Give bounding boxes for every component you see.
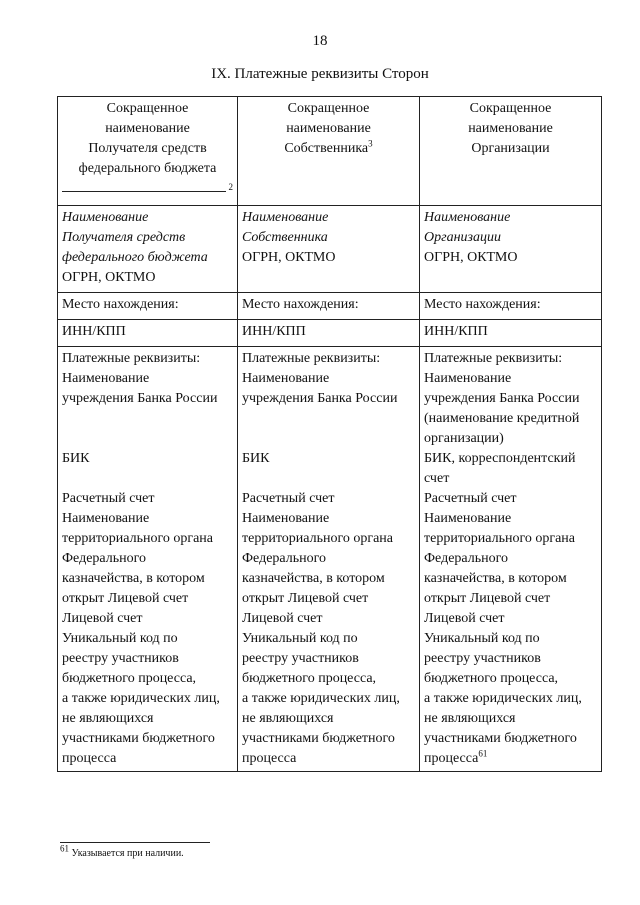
- name-cell-organization: Наименование Организации ОГРН, ОКТМО: [420, 206, 602, 293]
- payment-row: [58, 347, 602, 772]
- footnote-text: Указывается при наличии.: [69, 848, 184, 859]
- footnote-mark: 61: [478, 748, 488, 759]
- name-row: [58, 206, 602, 293]
- footnote-mark: 2: [228, 182, 233, 192]
- payment-cell-organization: Платежные реквизиты: Наименование учреждения Банка России (наименование кредитной организации) БИК, корреспондентский счет Расчетный счет Наименование территориального органа Федерального казначейства, в котором открыт Лицевой счет Лицевой счет Уникальный код по реестру участников бюджетного процесса, а также юридических лиц, не являющихся участниками бюджетного процесса$^{61}$: [420, 347, 602, 772]
- location-cell: Место нахождения:: [420, 293, 602, 320]
- location-cell: Место нахождения:: [58, 293, 238, 320]
- inn-cell: ИНН/КПП: [58, 320, 238, 347]
- inn-cell: ИНН/КПП: [238, 320, 420, 347]
- header-owner: Сокращенное наименование Собственника$^3$: [238, 97, 420, 206]
- payment-cell-owner: Платежные реквизиты: Наименование учреждения Банка России БИК Расчетный счет Наименование территориального органа Федерального казначейства, в котором открыт Лицевой счет Лицевой счет Уникальный код по реестру участников бюджетного процесса, а также юридических лиц, не являющихся участниками бюджетного процесса: [238, 347, 420, 772]
- inn-cell: ИНН/КПП: [420, 320, 602, 347]
- inn-row: [58, 320, 602, 347]
- header-recipient: Сокращенное наименование Получателя средств федерального бюджета 2: [58, 97, 238, 206]
- page-number: 18: [312, 33, 328, 49]
- footnote-mark: 3: [368, 138, 373, 149]
- payment-details-table: [57, 96, 602, 772]
- location-cell: Место нахождения:: [238, 293, 420, 320]
- payment-cell-recipient: Платежные реквизиты: Наименование учреждения Банка России БИК Расчетный счет Наименование территориального органа Федерального казначейства, в котором открыт Лицевой счет Лицевой счет Уникальный код по реестру участников бюджетного процесса, а также юридических лиц, не являющихся участниками бюджетного процесса: [58, 347, 238, 772]
- header-row: [58, 97, 602, 206]
- name-cell-owner: Наименование Собственника ОГРН, ОКТМО: [238, 206, 420, 293]
- blank-underline: [62, 181, 233, 192]
- name-cell-recipient: Наименование Получателя средств федерального бюджета ОГРН, ОКТМО: [58, 206, 238, 293]
- footnote-divider: [60, 842, 210, 843]
- footnote-mark: 61: [60, 843, 69, 854]
- location-row: [58, 293, 602, 320]
- section-title: IX. Платежные реквизиты Сторон: [211, 66, 429, 82]
- header-organization: Сокращенное наименование Организации: [420, 97, 602, 206]
- footnote: [60, 843, 184, 859]
